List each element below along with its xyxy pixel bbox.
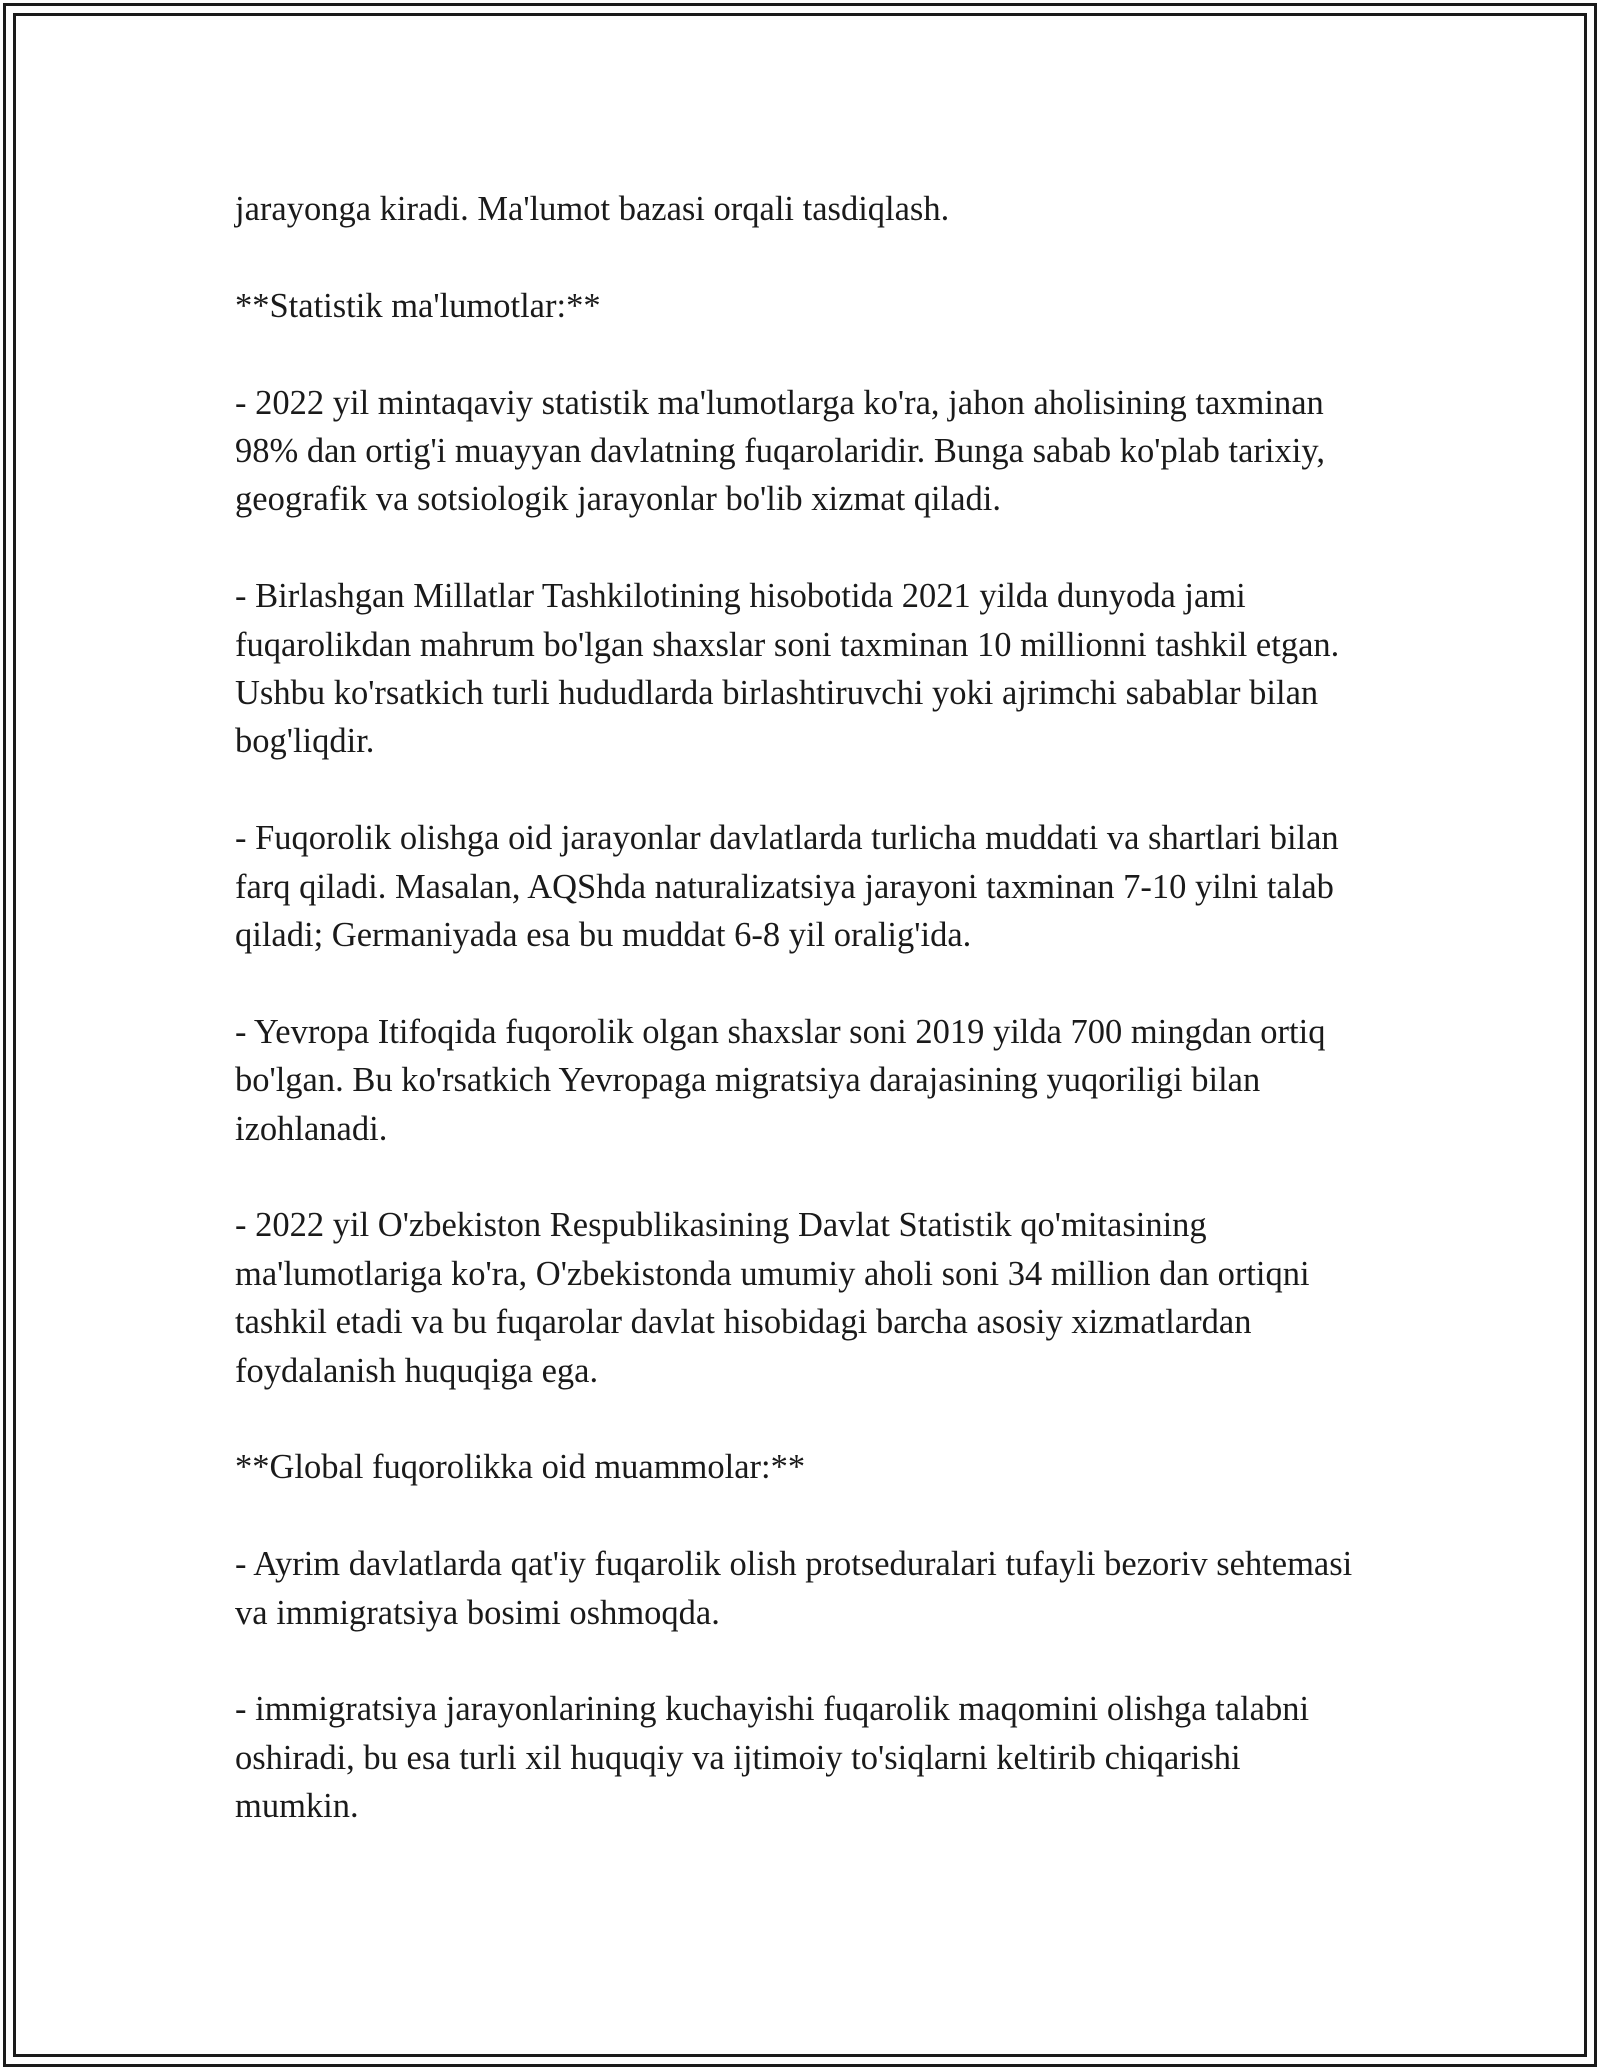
list-item-uzbekistan-population: - 2022 yil O'zbekiston Respublikasining Davlat Statistik qo'mitasining ma'lumotlariga ko'ra, O'zbekistonda umumiy aholi soni 34 million dan ortiqni tashkil etadi va bu fuqarolar davlat hisobidagi barcha asosiy xizmatlardan foydalanish huquqiga ega. [235, 1206, 1310, 1390]
list-item-world-citizenship: - 2022 yil mintaqaviy statistik ma'lumotlarga ko'ra, jahon aholisining taxminan 98% dan ortig'i muayyan davlatning fuqarolaridir. Bunga sabab ko'plab tarixiy, geografik va sotsiologik jarayonlar bo'lib xizmat qiladi. [235, 383, 1325, 519]
list-item-strict-procedures: - Ayrim davlatlarda qat'iy fuqarolik olish protseduralari tufayli bezoriv sehtemasi va immigratsiya bosimi oshmoqda. [235, 1545, 1353, 1632]
document-body [235, 185, 1355, 1879]
list-item-un-stateless: - Birlashgan Millatlar Tashkilotining hisobotida 2021 yilda dunyoda jami fuqarolikdan mahrum bo'lgan shaxslar soni taxminan 10 millionni tashkil etgan. Ushbu ko'rsatkich turli hududlarda birlashtiruvchi yoki ajrimchi sabablar bilan bog'liqdir. [235, 577, 1340, 761]
list-item-immigration-growth: - immigratsiya jarayonlarining kuchayishi fuqarolik maqomini olishga talabni oshiradi, bu esa turli xil huquqiy va ijtimoiy to'siqlarni keltirib chiqarishi mumkin. [235, 1690, 1310, 1826]
heading-global-problems: **Global fuqorolikka oid muammolar:** [235, 1448, 806, 1487]
heading-statistics: **Statistik ma'lumotlar:** [235, 286, 601, 325]
list-item-eu-citizenship: - Yevropa Itifoqida fuqorolik olgan shaxslar soni 2019 yilda 700 mingdan ortiq bo'lgan. Bu ko'rsatkich Yevropaga migratsiya darajasining yuqoriligi bilan izohlanadi. [235, 1012, 1326, 1148]
paragraph-continuation: jarayonga kiradi. Ma'lumot bazasi orqali tasdiqlash. [235, 190, 950, 228]
list-item-naturalization-terms: - Fuqorolik olishga oid jarayonlar davlatlarda turlicha muddati va shartlari bilan farq qiladi. Masalan, AQShda naturalizatsiya jarayoni taxminan 7-10 yilni talab qiladi; Germaniyada esa bu muddat 6-8 yil oralig'ida. [235, 819, 1339, 955]
